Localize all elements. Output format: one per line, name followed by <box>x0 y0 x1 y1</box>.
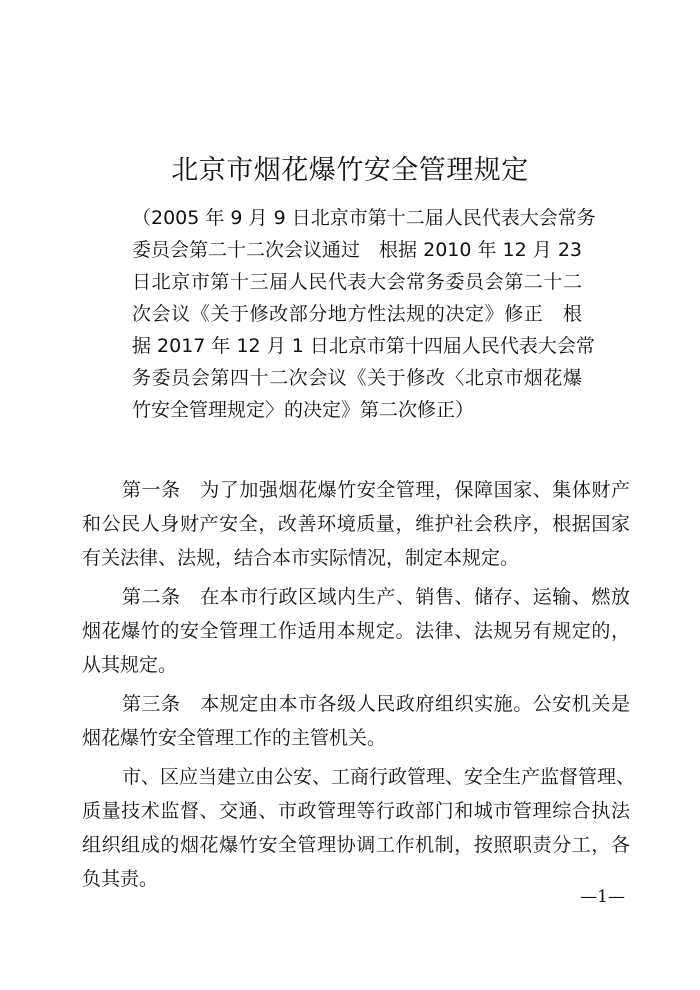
paragraph-line: 烟花爆竹安全管理工作的主管机关。 <box>82 727 387 749</box>
preamble-line: 日北京市第十三届人民代表大会常务委员会第二十二 <box>132 271 582 293</box>
document-title: 北京市烟花爆竹安全管理规定 <box>171 155 529 186</box>
article-3-clause-2 <box>82 760 636 896</box>
preamble-line: 据 2017 年 12 月 1 日北京市第十四届人民代表大会常 <box>132 335 595 357</box>
article-3 <box>82 687 630 755</box>
paragraph-line: 组织组成的烟花爆竹安全管理协调工作机制，按照职责分工，各 <box>82 834 630 856</box>
body-text <box>82 473 636 901</box>
article-2 <box>82 580 630 682</box>
paragraph-line: 第三条 本规定由本市各级人民政府组织实施。公安机关是 <box>122 693 630 715</box>
paragraph-line: 烟花爆竹的安全管理工作适用本规定。法律、法规另有规定的， <box>82 620 630 642</box>
paragraph-line: 市、区应当建立由公安、工商行政管理、安全生产监督管理、 <box>122 766 636 788</box>
paragraph-line: 负其责。 <box>82 868 159 890</box>
article-1 <box>82 473 630 575</box>
paragraph-line: 从其规定。 <box>82 654 178 676</box>
paragraph-line: 有关法律、法规，结合本市实际情况，制定本规定。 <box>82 547 520 569</box>
preamble-line: 委员会第二十二次会议通过 根据 2010 年 12 月 23 <box>132 239 582 261</box>
preamble-line: （2005 年 9 月 9 日北京市第十二届人民代表大会常务 <box>132 207 596 229</box>
page-number: —1— <box>580 887 625 907</box>
paragraph-line: 第二条 在本市行政区域内生产、销售、储存、运输、燃放 <box>122 586 630 608</box>
paragraph-line: 和公民人身财产安全，改善环境质量，维护社会秩序，根据国家 <box>82 513 630 535</box>
preamble-line: 次会议《关于修改部分地方性法规的决定》修正 根 <box>132 303 582 325</box>
paragraph-line: 第一条 为了加强烟花爆竹安全管理，保障国家、集体财产 <box>122 479 630 501</box>
preamble-line: 竹安全管理规定〉的决定》第二次修正） <box>132 399 475 421</box>
preamble <box>132 202 596 426</box>
paragraph-line: 质量技术监督、交通、市政管理等行政部门和城市管理综合执法 <box>82 800 630 822</box>
preamble-line: 务委员会第四十二次会议《关于修改〈北京市烟花爆 <box>132 367 582 389</box>
